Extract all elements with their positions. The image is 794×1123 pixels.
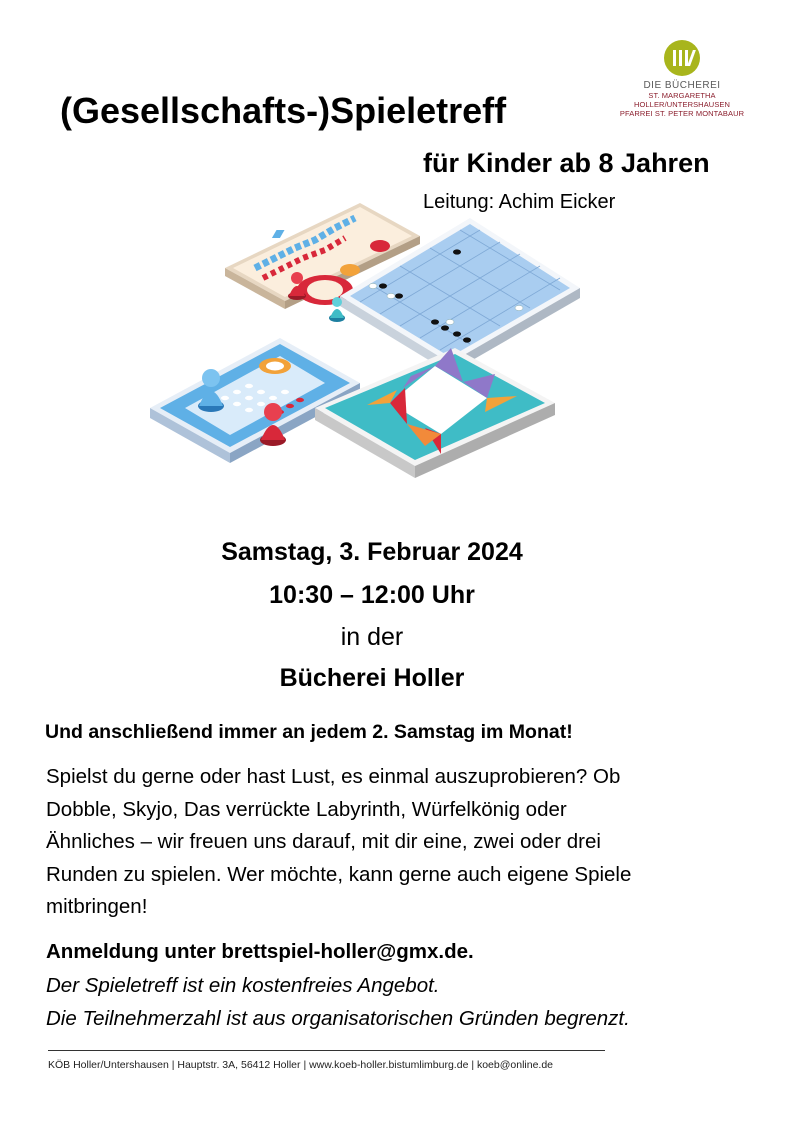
leader-line: Leitung: Achim Eicker: [423, 191, 616, 213]
recurrence-note: Und anschließend immer an jedem 2. Samstag im Monat!: [45, 721, 573, 743]
pachisi-board-icon: [150, 338, 360, 463]
logo-parish-line2: PFARREI ST. PETER MONTABAUR: [619, 109, 745, 118]
logo-name: DIE BÜCHEREI: [643, 80, 721, 91]
event-date: Samstag, 3. Februar 2024: [221, 538, 523, 566]
signup-note: Anmeldung unter brettspiel-holler@gmx.de.: [46, 940, 474, 963]
description-line: Spielst du gerne oder hast Lust, es einmal auszuprobieren? Ob: [46, 765, 621, 788]
star-board-icon: [315, 348, 555, 478]
free-offer-note: Der Spieletreff ist ein kostenfreies Angebot.: [46, 974, 440, 997]
description-line: Ähnliches – wir freuen uns darauf, mit dir eine, zwei oder drei: [46, 830, 601, 853]
footer-contact: KÖB Holler/Untershausen | Hauptstr. 3A, 56412 Holler | www.koeb-holler.bistumlimburg.de | koeb@online.de: [48, 1059, 554, 1071]
event-time: 10:30 – 12:00 Uhr: [269, 581, 475, 609]
audience-subtitle: für Kinder ab 8 Jahren: [423, 148, 710, 178]
library-logo-icon: [664, 40, 700, 76]
page-title: (Gesellschafts-)Spieletreff: [60, 90, 507, 131]
location-prefix: in der: [340, 623, 404, 651]
footer-divider: [48, 1050, 605, 1051]
logo-parish-line1: ST. MARGARETHA HOLLER/UNTERSHAUSEN: [633, 91, 731, 109]
event-venue: Bücherei Holler: [279, 664, 465, 692]
description-line: mitbringen!: [46, 895, 148, 918]
board-games-illustration: [145, 198, 600, 493]
library-logo: [604, 40, 760, 118]
description-line: Dobble, Skyjo, Das verrückte Labyrinth, Würfelkönig oder: [46, 797, 567, 821]
participant-limit-note: Die Teilnehmerzahl ist aus organisatorischen Gründen begrenzt.: [46, 1007, 630, 1030]
description-paragraph: [46, 761, 756, 924]
description-line: Runden zu spielen. Wer möchte, kann gerne auch eigene Spiele: [46, 862, 632, 886]
